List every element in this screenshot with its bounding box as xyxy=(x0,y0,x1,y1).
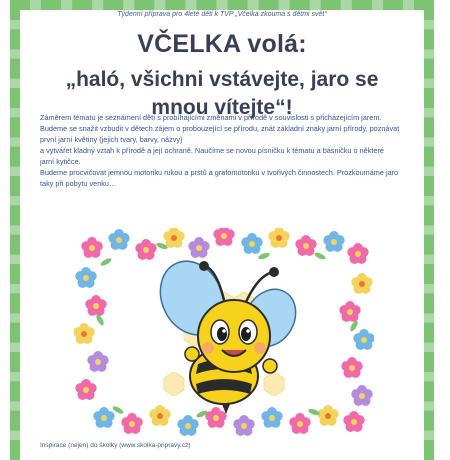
bee-flower-frame-icon xyxy=(74,228,374,438)
page-title: VČELKA volá: xyxy=(137,30,307,58)
paragraph-4: Budeme procvičovat jemnou motoriku rukou a prstů a grafomotoriku v tvořivých činnostech. Prozkoumáme jaro taky při pobytu venku… xyxy=(40,168,399,188)
paragraph-1: Záměrem tématu je seznámení dětí s probíhajícími změnami v přírodě v souvislosti s přicházejícím jarem. xyxy=(40,113,382,122)
footer-credit: Inspirace (nejen) do školky (www.skolka-pripravy.cz) xyxy=(40,442,191,449)
body-text xyxy=(40,112,400,189)
heading-line-1: „haló, všichni vstávejte, jaro se xyxy=(65,68,379,91)
paragraph-3: a vytvářet kladný vztah k přírodě a její ochraně. Naučíme se novou písničku k tématu a básničku o některé jarní kytičce. xyxy=(40,146,384,166)
page-subtitle: Týdenní příprava pro 4leté děti k TVP „Včelka zkoumá s dětmi svět“ xyxy=(117,11,327,18)
paragraph-2: Budeme se snažit vzbudit v dětech zájem o probouzející se přírodu, znát základní znaky jarní přírody, poznávat první jarní květiny (jejich tvary, barvy, názvy) xyxy=(40,124,400,144)
heading-line-2: mnou vítejte“! xyxy=(151,96,293,119)
